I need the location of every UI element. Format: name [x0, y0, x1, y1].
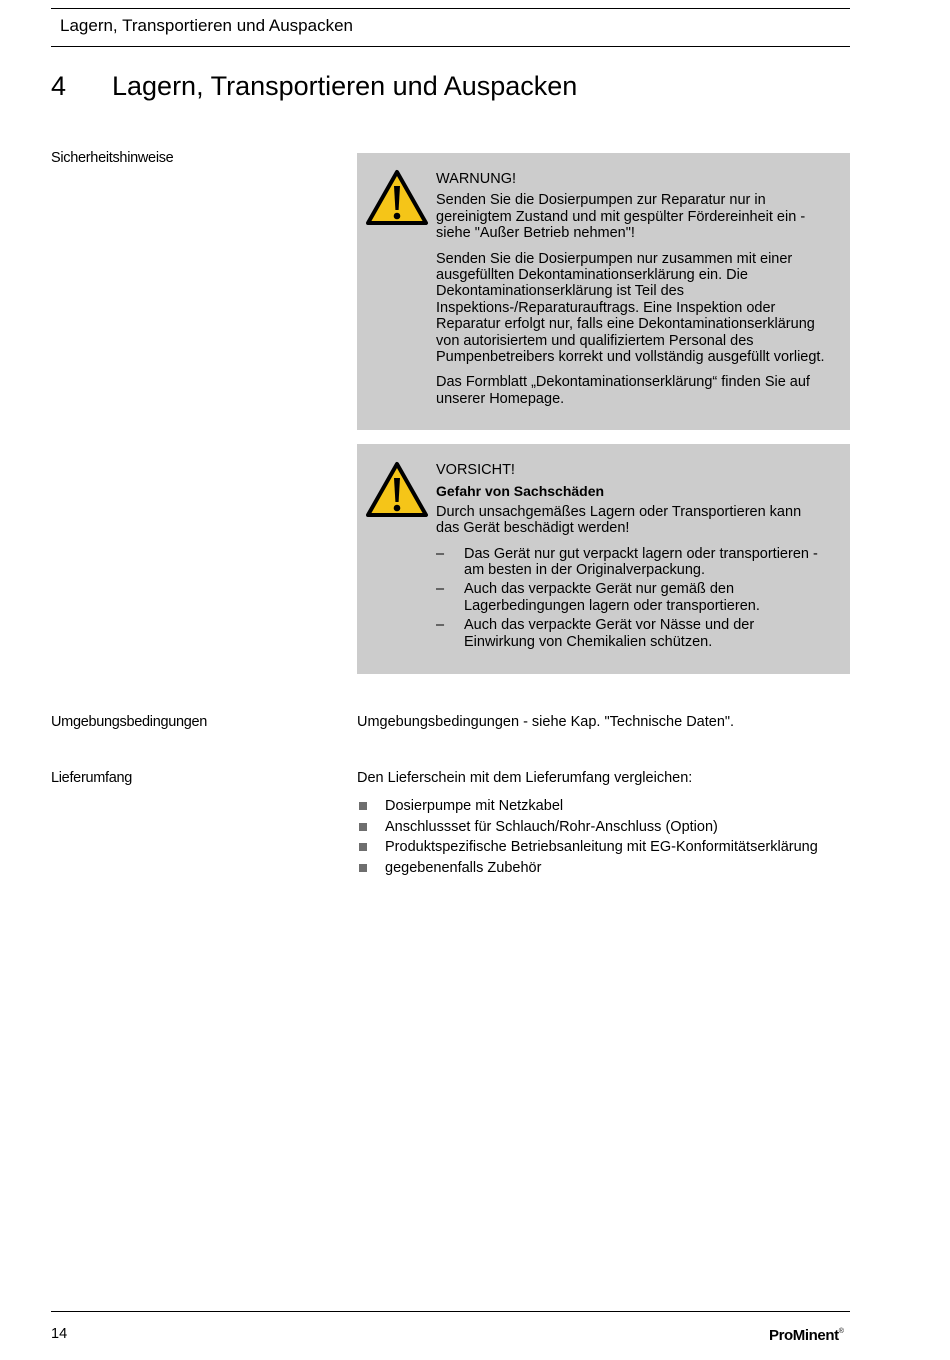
footer-rule	[51, 1311, 850, 1312]
running-header: Lagern, Transportieren und Auspacken	[60, 16, 353, 35]
brand-logo: ProMinent®	[769, 1327, 844, 1344]
square-bullet-icon	[359, 843, 367, 851]
list-item: Produktspezifische Betriebsanleitung mit EG-Konformitätserklärung	[357, 837, 818, 858]
section-label-scope: Lieferumfang	[51, 770, 133, 786]
warning-paragraph: Das Formblatt „Dekontaminationserklärung“ finden Sie auf unserer Homepage.	[436, 374, 810, 407]
page-number: 14	[51, 1326, 68, 1342]
section-label-environment: Umgebungsbedingungen	[51, 714, 208, 730]
square-bullet-icon	[359, 864, 367, 872]
warning-triangle-icon	[365, 461, 429, 518]
dash-bullet: –	[436, 581, 445, 598]
scope-list	[357, 796, 818, 878]
section-label-safety: Sicherheitshinweise	[51, 150, 174, 166]
chapter-number: 4	[51, 71, 67, 101]
header-rule-top	[51, 8, 850, 9]
environment-text: Umgebungsbedingungen - siehe Kap. "Technische Daten".	[357, 714, 735, 730]
warning-paragraph: Senden Sie die Dosierpumpen nur zusammen mit einer ausgefüllten Dekontaminationserklärung ein. Die Dekontaminationserklärung ist Teil des Inspektions-/Reparaturauftrags. Eine Inspektion oder Reparatur erfolgt nur, falls eine Dekontaminationserklärung von autorisiertem und qualifiziertem Personal des Pumpenbetreibers korrekt und vollständig ausgefüllt vorliegt.	[436, 250, 825, 366]
scope-intro: Den Lieferschein mit dem Lieferumfang vergleichen:	[357, 770, 693, 786]
list-item: – Auch das verpackte Gerät vor Nässe und der Einwirkung von Chemikalien schützen.	[436, 617, 755, 650]
list-item: – Das Gerät nur gut verpackt lagern oder transportieren - am besten in der Originalverpackung.	[436, 545, 818, 579]
header-rule-bottom	[51, 46, 850, 47]
square-bullet-icon	[359, 823, 367, 831]
list-item: gegebenenfalls Zubehör	[357, 858, 818, 879]
warning-box	[357, 153, 850, 430]
list-item: – Auch das verpackte Gerät nur gemäß den Lagerbedingungen lagern oder transportieren.	[436, 581, 760, 614]
caution-description: Durch unsachgemäßes Lagern oder Transportieren kann das Gerät beschädigt werden!	[436, 503, 802, 537]
warning-paragraph: Senden Sie die Dosierpumpen zur Reparatur nur in gereinigtem Zustand und mit gespülter Fördereinheit ein - siehe "Außer Betrieb nehmen"!	[436, 192, 806, 242]
list-item: Anschlussset für Schlauch/Rohr-Anschluss (Option)	[357, 817, 818, 838]
list-item: Dosierpumpe mit Netzkabel	[357, 796, 818, 817]
warning-triangle-icon	[365, 169, 429, 226]
square-bullet-icon	[359, 802, 367, 810]
chapter-title: Lagern, Transportieren und Auspacken	[112, 71, 578, 101]
caution-box	[357, 444, 850, 674]
caution-subtitle: Gefahr von Sachschäden	[436, 483, 605, 500]
dash-bullet: –	[436, 545, 445, 562]
caution-text	[436, 462, 826, 653]
warning-text	[436, 171, 826, 407]
dash-bullet: –	[436, 617, 445, 634]
warning-signal-word: WARNUNG!	[436, 171, 517, 187]
caution-signal-word: VORSICHT!	[436, 462, 515, 478]
caution-list	[436, 546, 826, 650]
